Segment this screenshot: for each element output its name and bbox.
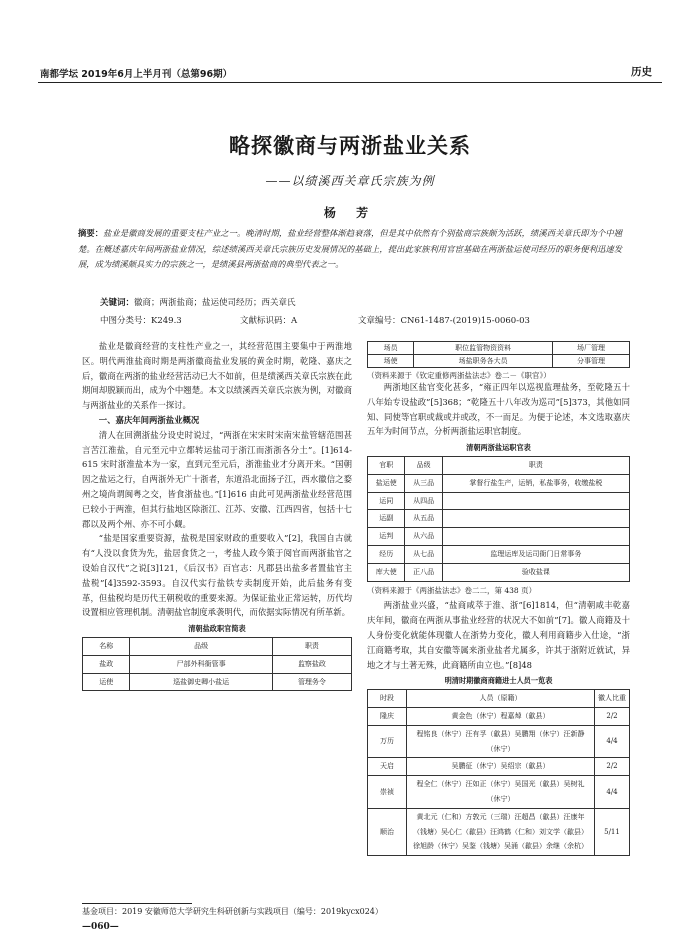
table-cell: 管理务令: [272, 673, 351, 691]
table-row: [368, 492, 630, 510]
keywords: [100, 296, 620, 308]
funding-footnote: 基金项目：2019 安徽师范大学研究生科研创新与实践项目（编号：2019kycx024）: [82, 907, 383, 916]
keywords-text: 徽商；两浙盐商；盐运使司经历；西关章氏: [134, 298, 296, 308]
table-header-cell: 官职: [368, 456, 405, 474]
table-row: [368, 528, 630, 546]
table-cell: 隆庆: [368, 707, 407, 725]
table-cell: 黄金色（休宁）程嘉焯（歙县）: [407, 707, 595, 725]
table-row: [368, 758, 630, 776]
article-title: 略探徽商与两浙盐业关系: [229, 133, 471, 158]
table-cell: 万历: [368, 725, 407, 758]
table-row: [368, 808, 630, 855]
table-cell: 运同: [368, 492, 405, 510]
left-column: [82, 339, 352, 691]
article-number: 文章编号：CN61-1487-(2019)15-0060-03: [358, 316, 530, 326]
table-caption: 清朝盐政职官简表: [188, 624, 246, 634]
table-header-cell: 徽人比重: [595, 690, 630, 708]
footnote-rule: [82, 903, 192, 904]
table-cell: 监理运库及运司衙门日常事务: [442, 545, 629, 563]
table-cell: 场使: [368, 355, 414, 368]
table-cell: 分事管理: [552, 355, 629, 368]
merchant-jinshi-table: [367, 689, 630, 856]
table-cell: 盐政: [83, 655, 130, 673]
table-cell: 从七品: [405, 545, 442, 563]
body-paragraph: 两浙盐业兴盛，“盐商咸萃于淮、浙”[6]1814，但“清朝咸丰乾嘉庆年间，徽商在两浙从事盐业经营的状况大不如前”[7]。徽人商籍及十人身份变化就能体现徽人在浙势力变化，徽人利用商籍步入仕途，“浙江商籍考取，其自安徽等属来浙业盐者尤属多，许其于浙附近就试，异地之才与土著无殊，此商籍所由立也。”[8]48: [367, 600, 630, 670]
salt-office-table-continued: [367, 341, 630, 368]
table-cell: 场厂管理: [552, 342, 629, 355]
table-cell: 职位监管物资资料: [414, 342, 553, 355]
table-cell: 场盐职务各大员: [414, 355, 553, 368]
salt-office-table: [82, 637, 352, 691]
abstract: [78, 226, 622, 273]
table-header-cell: 名称: [83, 637, 130, 655]
table-cell: 黄北元（仁和）方敦元（三瑞）汪超昌（歙县）汪康年（钱塘）吴心仁（歙县）汪鸿鹤（仁和）刘文学（歙县）徐旭龄（休宁）吴鉴（钱塘）吴涌（歙县）余继（余杭）: [407, 808, 595, 855]
table-cell: 从四品: [405, 492, 442, 510]
journal-header: 南都学坛 2019年6月上半月刊（总第96期）: [40, 69, 233, 80]
clc-number: 中图分类号：K249.3: [100, 316, 182, 326]
abstract-text: 盐业是徽商发展的重要支柱产业之一。晚清时期，盐业经营整体渐趋衰落，但是其中依然有个别盐商宗族颇为活跃，绩溪西关章氏即为个中翘楚。在概述嘉庆年间两浙盐业情况，综述绩溪西关章氏宗族历史发展情况的基础上，提出此家族利用官宦基础在两浙盐运使司经历的职务便利迅速发展，成为绩溪颇具实力的宗族之一，是绩溪县两浙盐商的典型代表之一。: [78, 228, 622, 269]
table-cell: 监察盐政: [272, 655, 351, 673]
table-cell: 从六品: [405, 528, 442, 546]
table-cell: [442, 492, 629, 510]
table-cell: 验收盐课: [442, 563, 629, 581]
table-source-note: （资料来源于《两浙盐法志》卷二二，第 438 页）: [367, 585, 537, 595]
author-name: 杨 芳: [323, 206, 377, 220]
table-header-cell: 人员（原籍）: [407, 690, 595, 708]
table-cell: 运使: [83, 673, 130, 691]
table-header-cell: 职责: [272, 637, 351, 655]
intro-paragraph: 盐业是徽商经营的支柱性产业之一，其经营范围主要集中于两淮地区。明代两淮盐商时期是两浙徽商盐业发展的黄金时期，乾隆、嘉庆之后，徽商在两浙的盐业经营活动已大不如前，但是绩溪西关章氏宗族在此期间却脱颖而出，成为个中翘楚。本文以绩溪西关章氏宗族为例，对徽商与两浙盐业的关系作一探讨。: [82, 341, 352, 411]
table-cell: 崇祯: [368, 776, 407, 809]
article-subtitle: ——以绩溪西关章氏宗族为例: [265, 174, 435, 188]
body-paragraph: “盐是国家重要资源，盐税是国家财政的重要收入”[2]，我国自古就有“人没以食货为先，盐居食货之一，考盐人政今策于阅官而两浙盐官之设始自汉代”之说[3]121，《后汉书》百官志：凡郡县出盐多者置盐官主盐税”[4]3592-3593。自汉代实行盐铁专卖制度开始，此后盐务有变革，但盐税均是历代王朝税收的重要来源。为保证盐业正常运转，历代均设置相应管理机制。清朝盐官制度承袭明代，而依据实际情况有所革新。: [82, 533, 352, 618]
table-cell: [442, 510, 629, 528]
table-cell: 库大使: [368, 563, 405, 581]
table-cell: 程铭良（休宁）汪有孚（歙县）吴鹏翔（休宁）汪新静（休宁）: [407, 725, 595, 758]
table-cell: 4/4: [595, 725, 630, 758]
section-label: 历史: [631, 66, 652, 78]
table-cell: 掌督行盐生产，运销，私盐事务，收缴盐税: [442, 474, 629, 492]
table-row: [368, 474, 630, 492]
table-row: [368, 707, 630, 725]
table-row: [83, 673, 352, 691]
table-cell: 场员: [368, 342, 414, 355]
table-row: [368, 355, 630, 368]
table-cell: 从五品: [405, 510, 442, 528]
table-row: [368, 563, 630, 581]
body-paragraph: 两浙地区盐官变化甚多，“雍正四年以巡视监理盐务，至乾隆五十八年始专设盐政”[5]368；“乾隆五十八年改为巡司”[5]373，其他如同知、同使等官职或裁或并或改，不一而足。为便于论述，本文选取嘉庆五年为时间节点，分析两浙盐运职官制度。: [367, 382, 630, 437]
table-cell: 天启: [368, 758, 407, 776]
table-cell: 顺治: [368, 808, 407, 855]
table-cell: [442, 528, 629, 546]
table-row: [368, 510, 630, 528]
table-source-note: （资料来源于《钦定重修两浙盐法志》卷二－《职官》）: [367, 371, 551, 380]
page-number: —060—: [82, 922, 119, 932]
table-header-cell: 时段: [368, 690, 407, 708]
table-cell: 2/2: [595, 707, 630, 725]
table-caption: 清朝两浙盐运职官表: [466, 443, 531, 453]
table-cell: 从三品: [405, 474, 442, 492]
body-paragraph: 清人在回溯浙盐分设史时说过，“两浙在宋宋时宋南宋盐管辖范围甚言苦江淮盐，自元至元中立都转运盐司于浙江而浙浙各分土”。[1]614-615 宋时浙淮盐本为一家，直到元至元后，浙淮盐业才分离开来。“国朝因之盐运之行，自两浙外无广十浙者，东道沿北面扬子江，西水徽信之婺州之境尚谓闽粤之交，皆食浙盐也。”[1]616 由此可见两浙盐业经营范围已较小于两淮，但其行盐地区除浙江、江苏、安徽、江西四省，包括十七郡以及两个州、亦不可小觑。: [82, 429, 352, 529]
table-row: [368, 545, 630, 563]
table-cell: 5/11: [595, 808, 630, 855]
table-header-cell: 品级: [405, 456, 442, 474]
table-header-cell: 品级: [130, 637, 272, 655]
header-rule: [38, 82, 662, 83]
table-row: [368, 342, 630, 355]
table-caption: 明清时期徽商商籍进士人员一览表: [444, 676, 553, 686]
table-cell: 程全仁（休宁）汪如正（休宁）吴国光（歙县）吴树礼（休宁）: [407, 776, 595, 809]
table-cell: 运判: [368, 528, 405, 546]
salt-transport-officials-table: [367, 456, 630, 582]
table-cell: 巡盐御史卿小盐运: [130, 673, 272, 691]
table-cell: 尸部外科衙管事: [130, 655, 272, 673]
right-column: [367, 380, 630, 856]
document-code: 文献标识码：A: [240, 316, 298, 326]
table-cell: 吴鹏征（休宁）吴绍宗（歙县）: [407, 758, 595, 776]
table-cell: 经历: [368, 545, 405, 563]
table-cell: 2/2: [595, 758, 630, 776]
table-row: [368, 776, 630, 809]
table-cell: 盐运使: [368, 474, 405, 492]
right-top-table-wrap: [367, 341, 630, 381]
section-heading: 一、嘉庆年间两浙盐业概况: [98, 414, 200, 425]
table-cell: 4/4: [595, 776, 630, 809]
table-header-cell: 职责: [442, 456, 629, 474]
table-row: [368, 725, 630, 758]
abstract-label: 摘要：: [78, 228, 104, 238]
table-cell: 正八品: [405, 563, 442, 581]
table-cell: 运副: [368, 510, 405, 528]
keywords-label: 关键词：: [100, 298, 135, 308]
table-row: [83, 655, 352, 673]
